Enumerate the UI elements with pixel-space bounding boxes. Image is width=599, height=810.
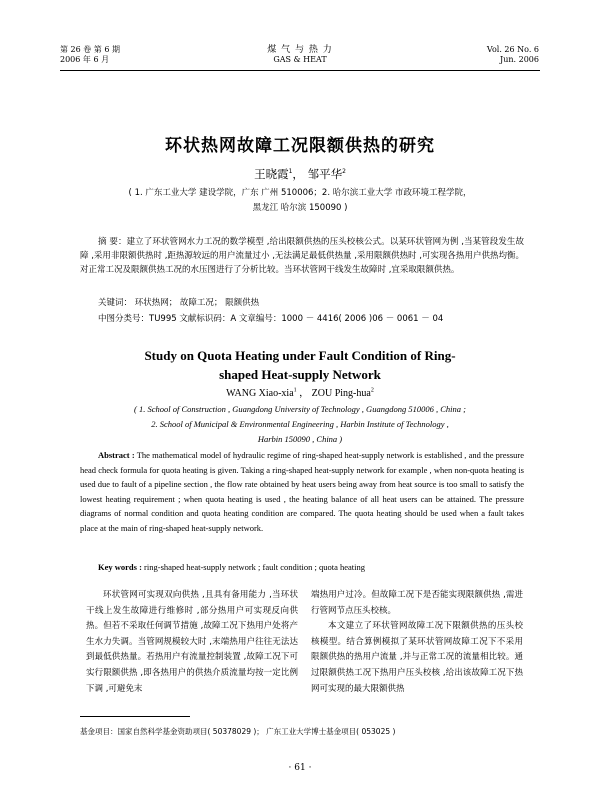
- body-column-right: [311, 588, 523, 697]
- author-2-en: ZOU Ping-hua: [311, 388, 371, 399]
- journal-name: [200, 45, 400, 65]
- author-2-en-sup: 2: [370, 387, 374, 394]
- issue-date-en: Jun. 2006: [500, 55, 539, 64]
- abstract-en: [80, 448, 524, 535]
- authors-cn: [60, 166, 540, 182]
- keywords-cn: 关键词： 环状热网； 故障工况； 限额供热: [98, 298, 260, 308]
- abstract-text-en: The mathematical model of hydraulic regime of ring-shaped heat-supply network is established , and the pressure head check formula for quota heating is given. Taking a ring-shaped heat-supply network for example , when non-quota heating is used due to fault of a pipeline section , the flow rate obtained by heat users being away from heat source is too small to satisfy the lowest heating requirement ; when quota heating is used , the heating balance of all heat users can be attained. The pressure diagrams of normal condition and quota heating condition are compared. The quota heating should be used when a fault takes place at the main of ring-shaped heat-supply network.: [80, 450, 524, 533]
- abstract-label-cn: 摘 要：: [98, 237, 127, 247]
- journal-volume-info: [60, 45, 120, 65]
- volume-issue: 第 26 卷 第 6 期: [60, 45, 120, 54]
- body-paragraph: 本文建立了环状管网故障工况下限额供热的压头校核模型。结合算例模拟了某环状管网故障工况下不采用限额供热的热用户流量 ,并与正常工况的流量相比较。通过限额供热工况下热用户压头校核 ,给出该故障工况下热网可实现的最大限额供热: [311, 621, 523, 694]
- keywords-text-en: ring-shaped heat-supply network ; fault condition ; quota heating: [141, 562, 365, 572]
- keywords-label-en: Key words :: [98, 562, 142, 572]
- keywords-en: [80, 562, 524, 572]
- affiliations-en: [70, 402, 530, 447]
- volume-issue-en: Vol. 26 No. 6: [486, 45, 539, 54]
- author-2-sup: 2: [342, 168, 346, 176]
- classification-line: 中图分类号：TU995 文献标识码：A 文章编号：1000 － 4416( 2006 )06 － 0061 － 04: [98, 314, 444, 324]
- journal-name-en: GAS & HEAT: [273, 55, 327, 64]
- issue-date: 2006 年 6 月: [60, 55, 110, 64]
- abstract-label-en: Abstract :: [98, 450, 135, 460]
- body-paragraph: 端热用户过冷。但故障工况下是否能实现限额供热 ,需进行管网节点压头校核。: [311, 590, 523, 616]
- funding-footnote: 基金项目：国家自然科学基金资助项目( 50378029 )； 广东工业大学博士基金项目( 053025 ): [80, 727, 396, 736]
- author-2-cn: 邹平华: [307, 167, 343, 181]
- journal-volume-info-en: [487, 45, 539, 65]
- paper-title-en: [60, 346, 540, 384]
- author-separator: ，: [292, 167, 308, 181]
- journal-name-cn: 煤 气 与 热 力: [267, 45, 333, 55]
- affiliation-line-2: 黑龙江 哈尔滨 150090 ): [252, 203, 348, 213]
- paper-title-cn: 环状热网故障工况限额供热的研究: [165, 136, 435, 156]
- abstract-text-cn: 建立了环状管网水力工况的数学模型 ,给出限额供热的压头校核公式。以某环状管网为例 ,当某管段发生故障 ,采用非限额供热时 ,距热源较远的用户流量过小 ,无法满足最低供热量 ,采用限额供热时 ,可实现各热用户供热均衡。对正常工况及限额供热工况的水压图进行了分析比较。当环状管网干线发生故障时 ,宜采取限额供热。: [80, 237, 525, 275]
- abstract-cn: [80, 235, 524, 277]
- authors-en: [60, 384, 540, 399]
- author-separator-en: ，: [296, 388, 312, 399]
- affiliations-cn: [84, 186, 516, 216]
- affiliation-line-1: ( 1. 广东工业大学 建设学院，广东 广州 510006；2. 哈尔滨工业大学 市政环境工程学院，: [128, 188, 472, 198]
- body-column-left: [86, 588, 298, 697]
- affiliation-en-line-3: Harbin 150090 , China ): [257, 434, 343, 444]
- author-1-sup: 1: [288, 168, 293, 176]
- title-en-line-1: Study on Quota Heating under Fault Condition of Ring-: [144, 348, 456, 363]
- affiliation-en-line-2: 2. School of Municipal & Environmental Engineering , Harbin Institute of Technology ,: [151, 419, 449, 429]
- affiliation-en-line-1: ( 1. School of Construction , Guangdong University of Technology , Guangdong 510006 , China ;: [134, 404, 466, 414]
- title-en-line-2: shaped Heat-supply Network: [219, 367, 381, 382]
- body-paragraph: 环状管网可实现双向供热 ,且具有备用能力 ,当环状干线上发生故障进行维修时 ,部分热用户可实现反向供热。但若不采取任何调节措施 ,故障工况下热用户处将产生水力失调。当管网规模较大时 ,末端热用户往往无法达到最低供热量。若热用户有流量控制装置 ,故障工况下可实行限额供热 ,即各热用户的供热介质流量均按一定比例下调 ,可避免末: [86, 590, 298, 694]
- footnote-rule: [80, 716, 190, 717]
- author-1-en-sup: 1: [293, 387, 297, 394]
- header-rule: [60, 70, 540, 71]
- author-1-cn: 王晓霞: [254, 167, 289, 181]
- author-1-en: WANG Xiao-xia: [226, 388, 294, 399]
- page-number: · 61 ·: [288, 763, 312, 773]
